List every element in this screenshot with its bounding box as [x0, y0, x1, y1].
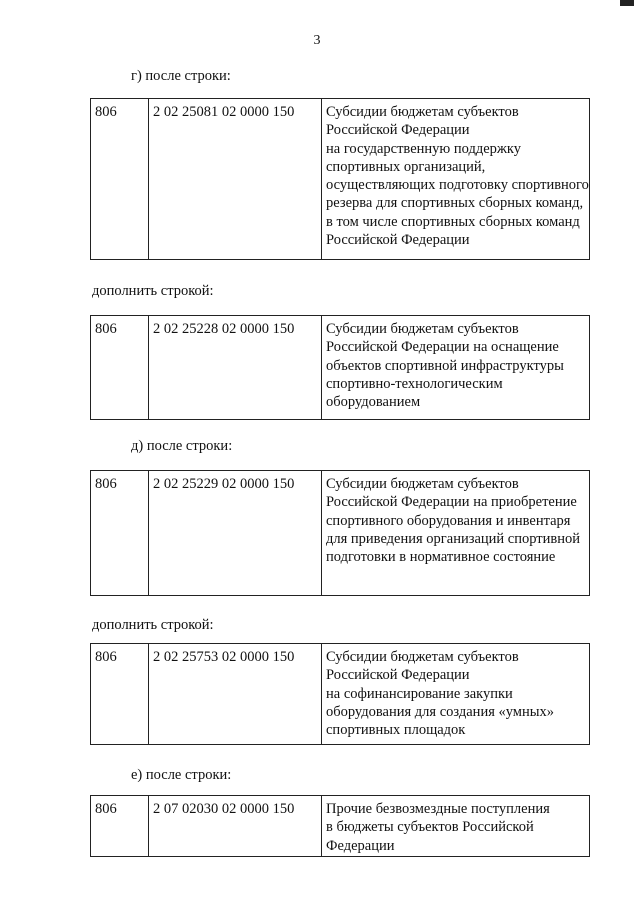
revenue-name-line: Российской Федерации	[326, 667, 470, 684]
revenue-name-line: Субсидии бюджетам субъектов	[326, 649, 519, 665]
revenue-name-line: на софинансирование закупки	[326, 685, 513, 702]
revenue-name-cell	[322, 99, 590, 260]
revenue-name-line: спортивного оборудования и инвентаря	[326, 512, 571, 529]
revenue-name-line: Прочие безвозмездные поступления	[326, 801, 550, 817]
revenue-name-cell	[322, 316, 590, 420]
revenue-name-line: подготовки в нормативное состояние	[326, 549, 556, 566]
kbk-code-cell: 2 02 25753 02 0000 150	[149, 644, 322, 745]
table-row	[91, 316, 590, 420]
budget-code-table	[90, 315, 590, 420]
revenue-name-cell	[322, 644, 590, 745]
revenue-name-line: Субсидии бюджетам субъектов	[326, 476, 519, 492]
revenue-name-line: спортивных организаций,	[326, 158, 486, 175]
page-number: 3	[313, 33, 321, 48]
section-caption: е) после строки:	[131, 767, 232, 783]
admin-code-cell: 806	[91, 644, 149, 745]
table-row	[91, 471, 590, 596]
revenue-name-line: для приведения организаций спортивной	[326, 530, 580, 547]
revenue-name-line: спортивных площадок	[326, 722, 466, 739]
revenue-name-line: Российской Федерации	[326, 122, 470, 139]
budget-code-table	[90, 98, 590, 260]
budget-code-table	[90, 470, 590, 596]
section-caption: дополнить строкой:	[92, 617, 214, 633]
kbk-code-cell: 2 02 25228 02 0000 150	[149, 316, 322, 420]
revenue-name-cell	[322, 796, 590, 857]
table-row	[91, 796, 590, 857]
admin-code-cell: 806	[91, 316, 149, 420]
revenue-name-line: в том числе спортивных сборных команд	[326, 213, 580, 230]
revenue-name-line: Российской Федерации на приобретение	[326, 494, 577, 511]
revenue-name-line: оборудованием	[326, 394, 421, 411]
section-caption: г) после строки:	[131, 68, 231, 84]
section-caption: д) после строки:	[131, 438, 233, 454]
revenue-name-line: спортивно-технологическим	[326, 375, 503, 392]
admin-code-cell: 806	[91, 99, 149, 260]
revenue-name-line: Федерации	[326, 837, 395, 854]
section-caption: дополнить строкой:	[92, 283, 214, 299]
table-row	[91, 644, 590, 745]
revenue-name-line: в бюджеты субъектов Российской	[326, 819, 534, 836]
revenue-name-line: Субсидии бюджетам субъектов	[326, 321, 519, 337]
revenue-name-line: Субсидии бюджетам субъектов	[326, 104, 519, 120]
admin-code-cell: 806	[91, 796, 149, 857]
revenue-name-line: оборудования для создания «умных»	[326, 703, 554, 720]
revenue-name-line: осуществляющих подготовку спортивного	[326, 177, 589, 194]
table-row	[91, 99, 590, 260]
revenue-name-line: на государственную поддержку	[326, 140, 521, 157]
kbk-code-cell: 2 02 25081 02 0000 150	[149, 99, 322, 260]
revenue-name-line: Российской Федерации на оснащение	[326, 339, 559, 356]
admin-code-cell: 806	[91, 471, 149, 596]
budget-code-table	[90, 643, 590, 745]
budget-code-table	[90, 795, 590, 857]
kbk-code-cell: 2 02 25229 02 0000 150	[149, 471, 322, 596]
scan-corner-mark	[620, 0, 634, 6]
revenue-name-line: объектов спортивной инфраструктуры	[326, 357, 564, 374]
revenue-name-cell	[322, 471, 590, 596]
kbk-code-cell: 2 07 02030 02 0000 150	[149, 796, 322, 857]
revenue-name-line: Российской Федерации	[326, 232, 470, 249]
revenue-name-line: резерва для спортивных сборных команд,	[326, 195, 584, 212]
